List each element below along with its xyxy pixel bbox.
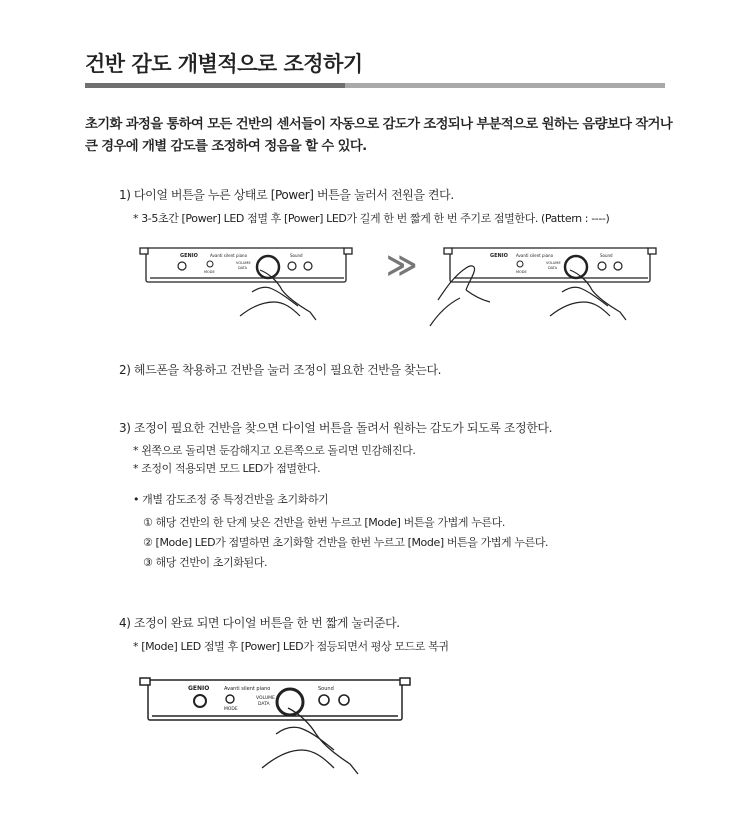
step4-text: 4) 조정이 완료 되면 다이얼 버튼을 한 번 짧게 눌러준다. xyxy=(119,616,400,630)
mode-button-icon xyxy=(226,695,234,703)
volume-label: VOLUME xyxy=(546,261,561,265)
data-label: DATA xyxy=(238,266,248,270)
title-underline-light xyxy=(345,83,665,88)
mode-label: MODE xyxy=(204,270,215,274)
headphone-jack-icon xyxy=(319,695,329,705)
power-led-icon xyxy=(194,695,206,707)
brand-logo: GENIO xyxy=(180,253,198,259)
reset-step-2: ② [Mode] LED가 점멸하면 초기화할 건반을 한번 누르고 [Mode] 버튼을 가볍게 누른다. xyxy=(143,536,549,549)
headphone-jack-icon xyxy=(598,262,606,270)
module-illustration-left xyxy=(140,240,360,330)
module-illustration-step4 xyxy=(140,672,420,782)
headphone-jack-icon xyxy=(304,262,312,270)
reset-key-subtitle: • 개별 감도조정 중 특정건반을 초기화하기 xyxy=(133,493,329,506)
step3-note-1: * 왼쪽으로 돌리면 둔감해지고 오른쪽으로 돌리면 민감해진다. xyxy=(133,444,416,457)
step3-note-2: * 조정이 적용되면 모드 LED가 점멸한다. xyxy=(133,462,321,475)
headphone-jack-icon xyxy=(288,262,296,270)
volume-label: VOLUME xyxy=(256,696,275,701)
mode-label: MODE xyxy=(516,270,527,274)
next-step-arrow-icon: ≫ xyxy=(386,248,418,283)
step1-note: * 3-5초간 [Power] LED 점멸 후 [Power] LED가 길게 한 번 짧게 한 번 주기로 점멸한다. (Pattern : ----) xyxy=(133,212,610,225)
brand-logo: GENIO xyxy=(188,685,210,692)
volume-dial-icon xyxy=(277,689,303,715)
step3-text: 3) 조정이 필요한 건반을 찾으면 다이얼 버튼을 돌려서 원하는 감도가 되도록 조정한다. xyxy=(119,421,553,435)
brand-subtitle: Avanti silent piano xyxy=(210,253,248,258)
headphone-jack-icon xyxy=(339,695,349,705)
data-label: DATA xyxy=(258,702,270,707)
brand-logo: GENIO xyxy=(490,253,508,259)
title-underline-dark xyxy=(85,83,345,88)
mode-button-icon xyxy=(517,261,523,267)
sound-label: Sound xyxy=(290,253,303,258)
reset-step-1: ① 해당 건반의 한 단계 낮은 건반을 한번 누르고 [Mode] 버튼을 가볍게 누른다. xyxy=(143,516,505,529)
step2-text: 2) 헤드폰을 착용하고 건반을 눌러 조정이 필요한 건반을 찾는다. xyxy=(119,363,442,377)
mode-button-icon xyxy=(207,261,213,267)
volume-label: VOLUME xyxy=(236,261,251,265)
volume-dial-icon xyxy=(565,256,587,278)
step1-text: 1) 다이얼 버튼을 누른 상태로 [Power] 버튼을 눌러서 전원을 켠다. xyxy=(119,188,454,202)
data-label: DATA xyxy=(548,266,558,270)
mode-label: MODE xyxy=(224,707,238,712)
headphone-jack-icon xyxy=(614,262,622,270)
brand-subtitle: Avanti silent piano xyxy=(516,253,554,258)
step4-note: * [Mode] LED 점멸 후 [Power] LED가 점등되면서 평상 모드로 복귀 xyxy=(133,640,449,653)
reset-step-3: ③ 해당 건반이 초기화된다. xyxy=(143,556,268,569)
power-led-icon xyxy=(178,262,186,270)
page-title: 건반 감도 개별적으로 조정하기 xyxy=(85,52,363,76)
sound-label: Sound xyxy=(318,686,334,692)
intro-paragraph: 초기화 과정을 통하여 모든 건반의 센서들이 자동으로 감도가 조정되나 부분적으로 원하는 음량보다 작거나 큰 경우에 개별 감도를 조정하여 정음을 할 수 있다. xyxy=(85,117,673,154)
brand-subtitle: Avanti silent piano xyxy=(224,686,271,692)
module-illustration-right xyxy=(430,240,670,330)
sound-label: Sound xyxy=(600,253,613,258)
